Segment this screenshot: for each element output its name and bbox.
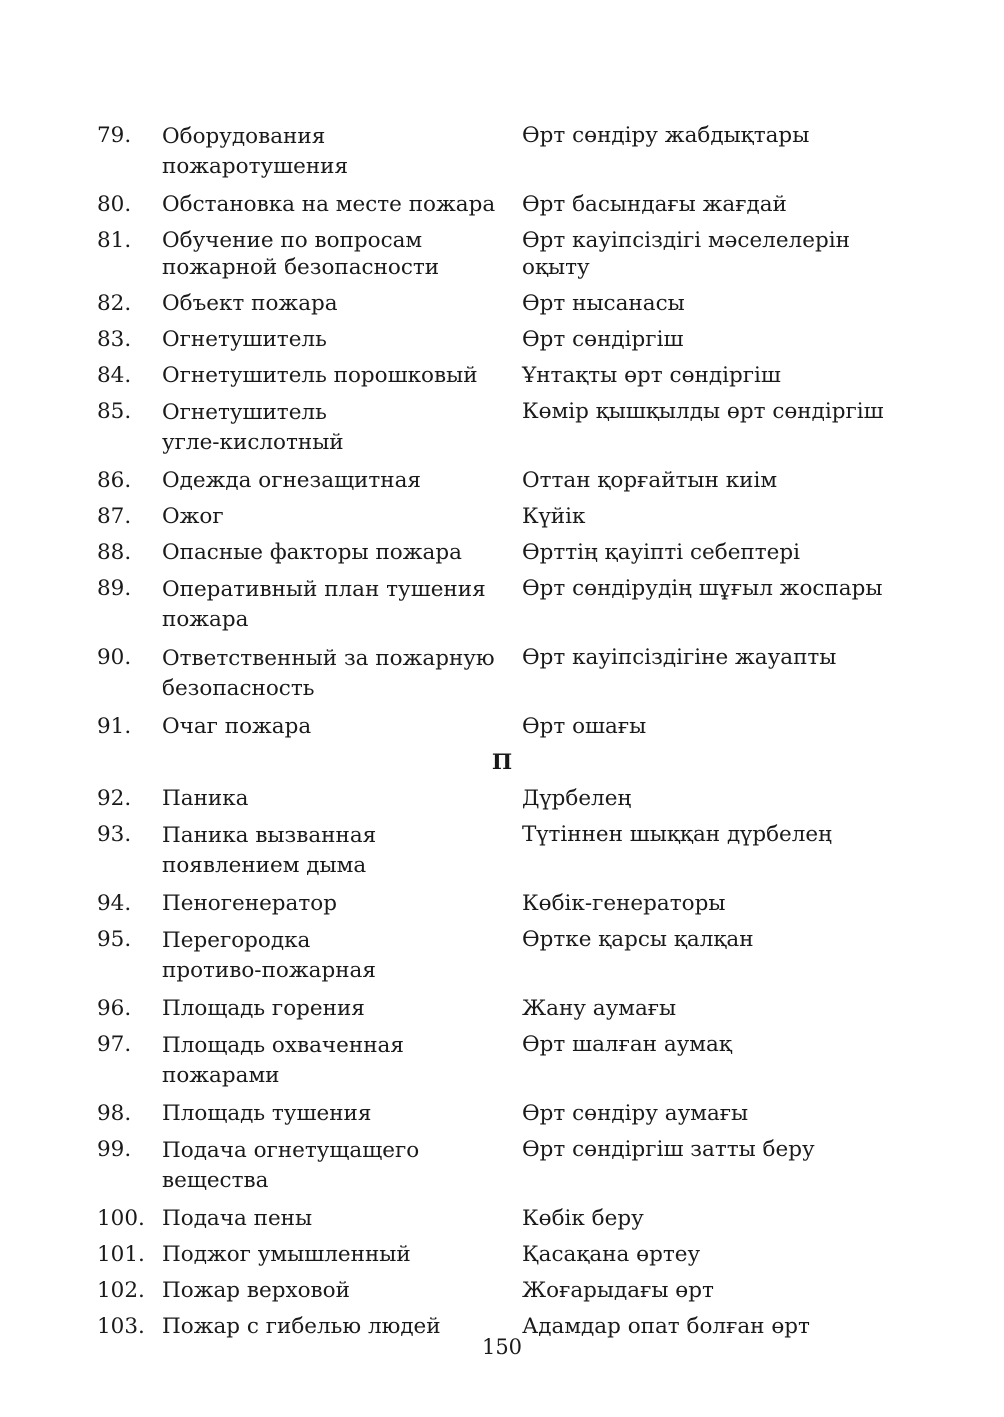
kazakh-term: Өрт сөндіргіш затты беру xyxy=(522,1137,815,1162)
glossary-group-p xyxy=(97,785,917,1340)
entry-number: 95. xyxy=(97,927,132,952)
kazakh-term: Күйік xyxy=(522,504,586,529)
glossary-entry xyxy=(97,1031,917,1091)
kazakh-term: Өрт сөндірудің шұғыл жоспары xyxy=(522,576,883,601)
russian-term: Паника xyxy=(162,786,249,811)
glossary-entry xyxy=(97,290,917,317)
glossary-entry xyxy=(97,644,917,704)
glossary-entry xyxy=(97,890,917,917)
kazakh-term: Көбік-генераторы xyxy=(522,891,726,916)
russian-term: Паника вызванная появлением дыма xyxy=(162,823,377,878)
glossary-entry xyxy=(97,1241,917,1268)
russian-term: Огнетушитель угле-кислотный xyxy=(162,400,344,455)
russian-term: Перегородка противо-пожарная xyxy=(162,928,376,983)
kazakh-term: Қасақана өртеу xyxy=(522,1242,701,1267)
glossary-entry xyxy=(97,326,917,353)
russian-term: Обучение по вопросам пожарной безопасности xyxy=(162,228,440,280)
kazakh-term: Көбік беру xyxy=(522,1206,644,1231)
kazakh-term: Ұнтақты өрт сөндіргіш xyxy=(522,363,781,388)
entry-number: 89. xyxy=(97,576,132,601)
kazakh-term: Өрт нысанасы xyxy=(522,291,685,316)
glossary-group-o xyxy=(97,122,917,740)
glossary-entry xyxy=(97,785,917,812)
entry-number: 81. xyxy=(97,228,132,253)
entry-number: 98. xyxy=(97,1101,132,1126)
russian-term: Пеногенератор xyxy=(162,891,337,916)
section-letter: П xyxy=(491,750,513,775)
entry-number: 103. xyxy=(97,1314,145,1339)
glossary-entry xyxy=(97,1100,917,1127)
kazakh-term: Адамдар опат болған өрт xyxy=(522,1314,810,1339)
russian-term: Подача пены xyxy=(162,1206,313,1231)
entry-number: 79. xyxy=(97,123,132,148)
entry-number: 99. xyxy=(97,1137,132,1162)
kazakh-term: Өрт кауіпсіздігіне жауапты xyxy=(522,645,837,670)
kazakh-term: Өртке қарсы қалқан xyxy=(522,927,754,952)
entry-number: 93. xyxy=(97,822,132,847)
russian-term: Очаг пожара xyxy=(162,714,312,739)
entry-number: 100. xyxy=(97,1206,145,1231)
russian-term: Огнетушитель xyxy=(162,327,327,352)
glossary-entry xyxy=(97,539,917,566)
russian-term: Одежда огнезащитная xyxy=(162,468,421,493)
entry-number: 87. xyxy=(97,504,132,529)
glossary-entry xyxy=(97,503,917,530)
russian-term: Поджог умышленный xyxy=(162,1242,411,1267)
kazakh-term: Өрт ошағы xyxy=(522,714,647,739)
glossary-entry xyxy=(97,398,917,458)
kazakh-term: Өрт сөндіру жабдықтары xyxy=(522,123,810,148)
entry-number: 86. xyxy=(97,468,132,493)
glossary-entry xyxy=(97,1277,917,1304)
entry-number: 97. xyxy=(97,1032,132,1057)
russian-term: Подача огнетущащего вещества xyxy=(162,1138,420,1193)
entry-number: 91. xyxy=(97,714,132,739)
glossary-entry xyxy=(97,227,917,281)
kazakh-term: Өрт сөндіру аумағы xyxy=(522,1101,749,1126)
entry-number: 92. xyxy=(97,786,132,811)
glossary-entry xyxy=(97,713,917,740)
glossary-entry xyxy=(97,995,917,1022)
kazakh-term: Өрт басындағы жағдай xyxy=(522,192,787,217)
glossary-entry xyxy=(97,467,917,494)
entry-number: 101. xyxy=(97,1242,145,1267)
entry-number: 80. xyxy=(97,192,132,217)
entry-number: 94. xyxy=(97,891,132,916)
kazakh-term: Түтіннен шыққан дүрбелең xyxy=(522,822,832,847)
kazakh-term: Өрттің қауіпті себептері xyxy=(522,540,800,565)
russian-term: Площадь охваченная пожарами xyxy=(162,1033,404,1088)
kazakh-term: Дүрбелең xyxy=(522,786,632,811)
glossary-entry xyxy=(97,575,917,635)
glossary-entry xyxy=(97,926,917,986)
entry-number: 102. xyxy=(97,1278,145,1303)
kazakh-term: Жану аумағы xyxy=(522,996,677,1021)
glossary-entry xyxy=(97,122,917,182)
russian-term: Площадь тушения xyxy=(162,1101,372,1126)
entry-number: 90. xyxy=(97,645,132,670)
entry-number: 85. xyxy=(97,399,132,424)
russian-term: Оборудования пожаротушения xyxy=(162,124,349,179)
page-number: 150 xyxy=(481,1335,523,1359)
russian-term: Оперативный план тушения пожара xyxy=(162,577,486,632)
glossary-list xyxy=(97,122,917,1349)
russian-term: Обстановка на месте пожара xyxy=(162,192,496,217)
glossary-entry xyxy=(97,1205,917,1232)
glossary-entry xyxy=(97,362,917,389)
russian-term: Огнетушитель порошковый xyxy=(162,363,478,388)
kazakh-term: Жоғарыдағы өрт xyxy=(522,1278,714,1303)
kazakh-term: Өрт кауіпсіздігі мәселелерін оқыту xyxy=(522,228,850,280)
kazakh-term: Өрт сөндіргіш xyxy=(522,327,684,352)
russian-term: Ожог xyxy=(162,504,224,529)
entry-number: 88. xyxy=(97,540,132,565)
kazakh-term: Өрт шалған аумақ xyxy=(522,1032,732,1057)
russian-term: Объект пожара xyxy=(162,291,338,316)
kazakh-term: Оттан қорғайтын киім xyxy=(522,468,778,493)
russian-term: Пожар верховой xyxy=(162,1278,350,1303)
russian-term: Ответственный за пожарную безопасность xyxy=(162,646,495,701)
entry-number: 83. xyxy=(97,327,132,352)
russian-term: Площадь горения xyxy=(162,996,365,1021)
glossary-entry xyxy=(97,1136,917,1196)
entry-number: 84. xyxy=(97,363,132,388)
entry-number: 96. xyxy=(97,996,132,1021)
glossary-entry xyxy=(97,191,917,218)
russian-term: Пожар с гибелью людей xyxy=(162,1314,441,1339)
entry-number: 82. xyxy=(97,291,132,316)
kazakh-term: Көмір қышқылды өрт сөндіргіш xyxy=(522,399,884,424)
glossary-entry xyxy=(97,821,917,881)
russian-term: Опасные факторы пожара xyxy=(162,540,462,565)
